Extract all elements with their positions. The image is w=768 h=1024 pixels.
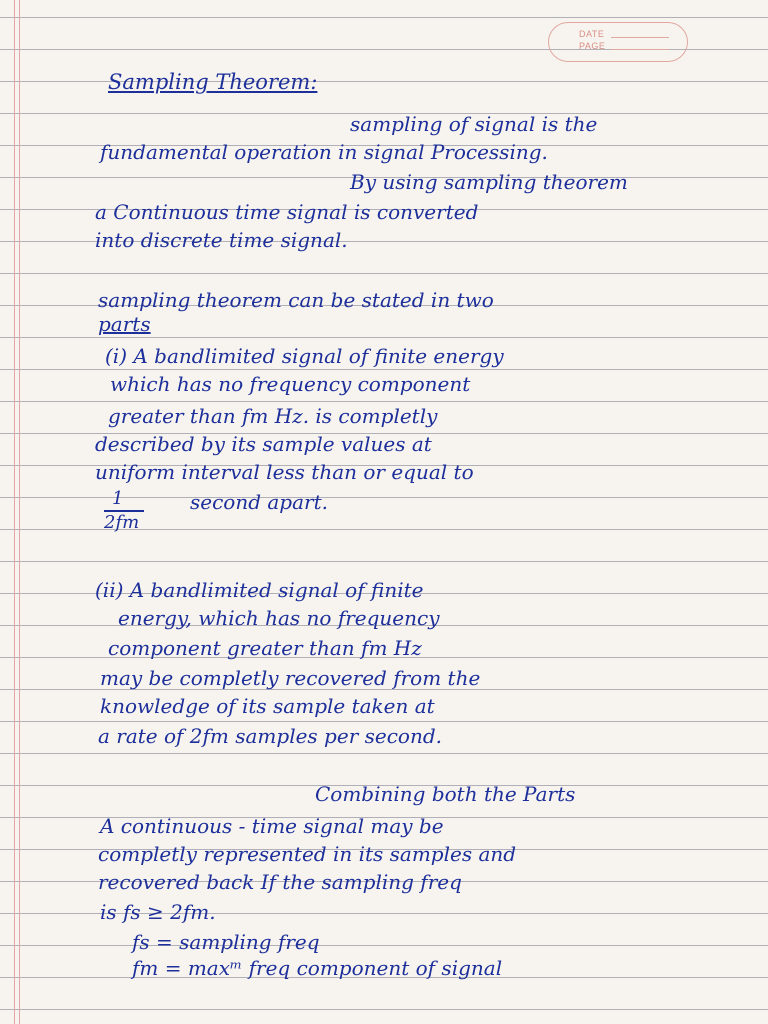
text-line: described by its sample values at <box>95 432 432 456</box>
text-line: (ii) A bandlimited signal of finite <box>95 578 424 602</box>
text-line: energy, which has no frequency <box>118 606 440 630</box>
stamp-page-label: PAGE <box>579 41 606 51</box>
text-line: which has no frequency component <box>110 372 471 396</box>
text-line: fs = sampling freq <box>132 930 320 954</box>
text-line: sampling of signal is the <box>350 112 598 136</box>
text-line: Combining both the Parts <box>315 782 576 806</box>
text-line: greater than fm Hz. is completly <box>108 404 438 428</box>
text-line: recovered back If the sampling freq <box>98 870 462 894</box>
text-line: second apart. <box>190 490 328 514</box>
text-line: a Continuous time signal is converted <box>95 200 479 224</box>
text-line: component greater than fm Hz <box>108 636 422 660</box>
text-line: into discrete time signal. <box>95 228 348 252</box>
text-line: sampling theorem can be stated in two <box>98 288 494 312</box>
text-line: fundamental operation in signal Processing. <box>100 140 548 164</box>
text-line: is fs ≥ 2fm. <box>100 900 216 924</box>
text-line: uniform interval less than or equal to <box>95 460 474 484</box>
fraction-denominator: 2fm <box>104 512 140 533</box>
text-line: fm = maxᵐ freq component of signal <box>132 956 503 980</box>
text-line: parts <box>98 312 151 336</box>
margin-rule-left <box>14 0 15 1024</box>
text-line: (i) A bandlimited signal of finite energy <box>105 344 504 368</box>
text-line: A continuous - time signal may be <box>100 814 444 838</box>
text-line: may be completly recovered from the <box>100 666 481 690</box>
text-line: By using sampling theorem <box>350 170 628 194</box>
stamp-date-label: DATE <box>579 29 605 39</box>
margin-rule-right <box>19 0 20 1024</box>
fraction-numerator: 1 <box>112 488 124 509</box>
date-page-stamp <box>548 22 688 62</box>
heading-sampling-theorem: Sampling Theorem: <box>108 70 318 94</box>
text-line: completly represented in its samples and <box>98 842 517 866</box>
text-line: knowledge of its sample taken at <box>100 694 435 718</box>
text-line: a rate of 2fm samples per second. <box>98 724 442 748</box>
